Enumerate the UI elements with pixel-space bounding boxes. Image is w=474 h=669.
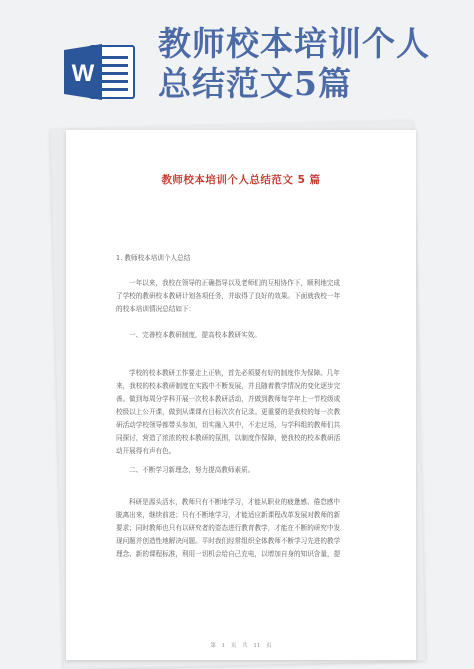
document-page bbox=[66, 130, 416, 660]
paragraph-line: 动开展得有声有色。 bbox=[116, 447, 176, 455]
paragraph-line: 善。做到每周分学科开展一次校本教研活动，并做到教师每学年上一节校级或 bbox=[116, 395, 341, 403]
word-document-icon bbox=[62, 40, 136, 104]
paragraph-line: 科研是源头活水，教师只有不断地学习，才能从职业的疲惫感、倦怠感中 bbox=[129, 498, 340, 506]
heading-text: 1. 教师校本培训个人总结 bbox=[116, 254, 191, 262]
paragraph-3 bbox=[116, 496, 372, 561]
paragraph-line: 了学校的教研校本教研计划各项任务，并取得了良好的效果。下面就我校一年 bbox=[116, 292, 341, 300]
heading-1 bbox=[116, 252, 372, 265]
title-line-2: 总结范文5篇 bbox=[158, 64, 352, 103]
paragraph-line: 来，我校的校本教研制度在实践中不断发展，并且随着教学情况的变化逐步完 bbox=[116, 382, 341, 390]
point-2 bbox=[116, 464, 372, 477]
paragraph-line: 现问题并创造性地解决问题。平时我们经常组织全体教师不断学习先进的教学 bbox=[116, 537, 341, 545]
paragraph-line: 脱离出来，继续前进；只有不断地学习，才能适应新课程改革发展对教师的新 bbox=[116, 511, 341, 519]
paragraph-2 bbox=[116, 367, 372, 458]
paragraph-line: 要求；同时教师也只有以研究者的姿态进行教育教学，才能在不断的研究中发 bbox=[116, 524, 341, 532]
document-title: 教师校本培训个人总结范文 5 篇 bbox=[161, 174, 321, 186]
title-line-1: 教师校本培训个人 bbox=[158, 24, 430, 63]
page-footer: 第 1 页 共 11 页 bbox=[210, 643, 272, 649]
paragraph-line: 理念、新的课程标准，利用一切机会给自己充电，以增加自身的知识含量，提 bbox=[116, 550, 341, 558]
point-1 bbox=[116, 329, 372, 342]
word-letter: W bbox=[71, 60, 95, 87]
point-text: 一、完善校本教研制度，提高校本教研实效。 bbox=[129, 331, 261, 339]
paragraph-line: 的校本培训情况总结如下： bbox=[116, 305, 196, 313]
paragraph-line: 学校的校本教研工作要走上正轨，首先必须要有好的制度作为保障。几年 bbox=[129, 369, 340, 377]
point-text: 二、不断学习新理念，努力提高教师素质。 bbox=[129, 466, 255, 474]
paragraph-1 bbox=[116, 277, 372, 316]
paragraph-line: 校级以上公开课，做到从课课有目标次次有记录。更重要的是我校的每一次教 bbox=[116, 408, 341, 416]
paragraph-line: 同探讨，营造了浓浓的校本教研的氛围，以制度作保障，使我校的校本教研活 bbox=[116, 434, 341, 442]
header bbox=[0, 0, 474, 120]
paragraph-line: 研活动学校领导都带头参加，切实融入其中，不走过场，与学科组的教师们共 bbox=[116, 421, 341, 429]
page-title bbox=[158, 24, 458, 104]
paragraph-line: 一年以来，我校在领导的正确指导以及老师们的互相协作下，顺利地完成 bbox=[129, 279, 340, 287]
